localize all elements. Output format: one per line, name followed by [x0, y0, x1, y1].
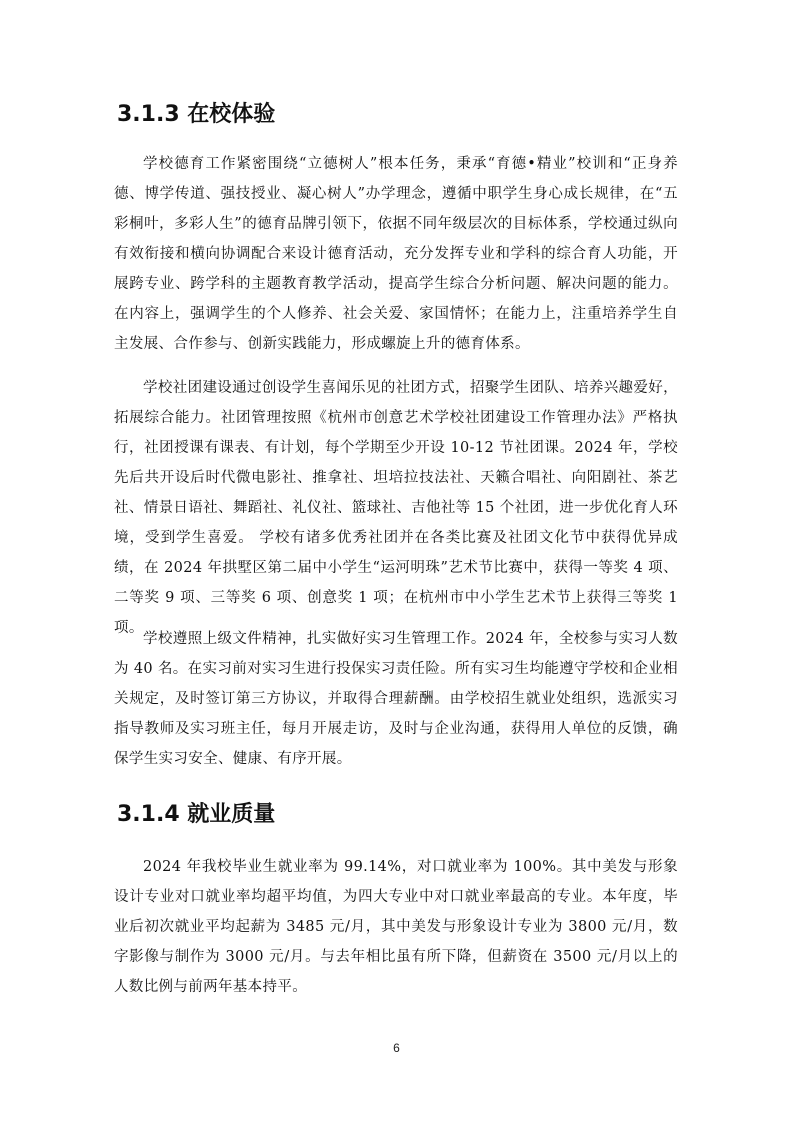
paragraph-student-clubs: 学校社团建设通过创设学生喜闻乐见的社团方式，招聚学生团队、培养兴趣爱好，拓展综合能力。社团管理按照《杭州市创意艺术学校社团建设工作管理办法》严格执行，社团授课有课表、有计划，每个学期至少开设 10-12 节社团课。2024 年，学校先后共开设后时代微电影社、推拿社、坦培拉技法社、天籁合唱社、向阳剧社、茶艺社、情景日语社、舞蹈社、礼仪社、篮球社、吉他社等 15 个社团，进一步优化育人环境，受到学生喜爱。 学校有诸多优秀社团并在各类比赛及社团文化节中获得优异成绩，在 2024 年拱墅区第二届中小学生“运河明珠”艺术节比赛中，获得一等奖 4 项、二等奖 9 项、三等奖 6 项、创意奖 1 项；在杭州市中小学生艺术节上获得三等奖 1 项。 [114, 380, 678, 636]
page-number: 6 [393, 1041, 400, 1055]
paragraph-moral-education: 学校德育工作紧密围绕“立德树人”根本任务，秉承“育德•精业”校训和“正身养德、博学传道、强技授业、凝心树人”办学理念，遵循中职学生身心成长规律，在“五彩桐叶，多彩人生”的德育品牌引领下，依据不同年级层次的目标体系，学校通过纵向有效衔接和横向协调配合来设计德育活动，充分发挥专业和学科的综合育人功能，开展跨专业、跨学科的主题教育教学活动，提高学生综合分析问题、解决问题的能力。在内容上，强调学生的个人修养、社会关爱、家国情怀；在能力上，注重培养学生自主发展、合作参与、创新实践能力，形成螺旋上升的德育体系。 [114, 156, 678, 352]
paragraph-internship-management: 学校遵照上级文件精神，扎实做好实习生管理工作。2024 年，全校参与实习人数为 40 名。在实习前对实习生进行投保实习责任险。所有实习生均能遵守学校和企业相关规定，及时签订第三方协议，并取得合理薪酬。由学校招生就业处组织，选派实习指导教师及实习班主任，每月开展走访，及时与企业沟通，获得用人单位的反馈，确保学生实习安全、健康、有序开展。 [114, 631, 678, 767]
section-heading-employment-quality: 3.1.4 就业质量 [117, 802, 276, 827]
section-heading-campus-experience: 3.1.3 在校体验 [117, 102, 276, 127]
paragraph-employment-rate: 2024 年我校毕业生就业率为 99.14%，对口就业率为 100%。其中美发与形象设计专业对口就业率均超平均值，为四大专业中对口就业率最高的专业。本年度，毕业后初次就业平均起薪为 3485 元/月，其中美发与形象设计专业为 3800 元/月，数字影像与制作为 3000 元/月。与去年相比虽有所下降，但薪资在 3500 元/月以上的人数比例与前两年基本持平。 [114, 859, 678, 995]
